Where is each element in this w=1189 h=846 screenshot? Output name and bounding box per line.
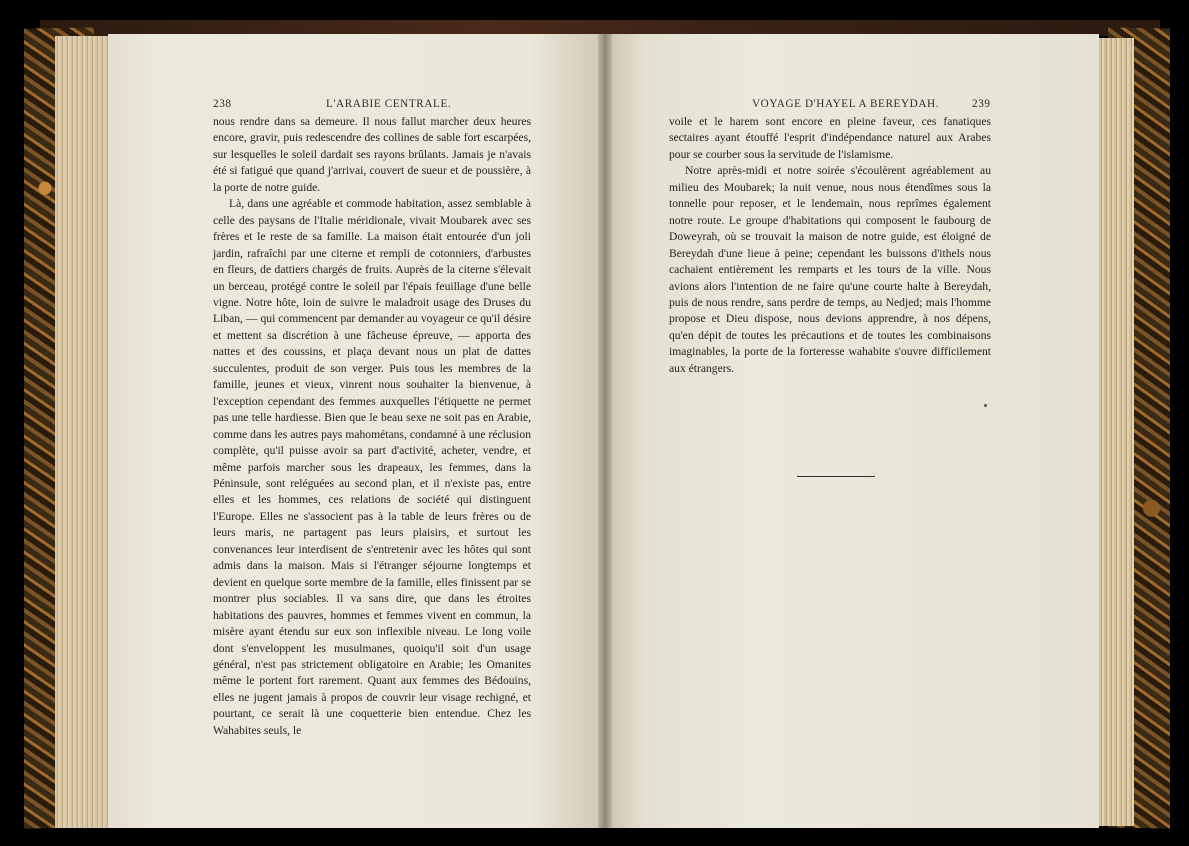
page-edges-right: [1094, 38, 1134, 826]
paragraph: Là, dans une agréable et commode habitation, assez semblable à celle des paysans de l'Italie méridionale, vivait Moubarek avec ses frères et le reste de sa famille. La maison était entourée d'un joli jardin, rafraîchi par une citerne et rempli de cotonniers, d'arbustes en fleurs, de dattiers chargés de fruits. Auprès de la citerne s'élevait un berceau, protégé contre le soleil par l'épais feuillage d'une belle vigne. Notre hôte, loin de suivre le maladroit usage des Druses du Liban, — qui commencent par demander au voyageur ce qu'il désire et mettent sa discrétion à une fâcheuse épreuve, — apporta des nattes et des coussins, et plaça devant nous un plat de dattes succulentes, produit de son verger. Puis tous les membres de la famille, jeunes et vieux, vinrent nous souhaiter la bienvenue, à l'exception cependant des femmes auxquelles l'étiquette ne permet pas une telle hardiesse. Bien que le beau sexe ne soit pas en Arabie, comme dans les autres pays mahométans, condamné à une réclusion complète, qu'il puisse avoir sa part d'activité, acheter, vendre, et même parfois marcher sous les drapeaux, les femmes, dans la Péninsule, sont reléguées au second plan, et il n'existe pas, entre elles et les hommes, ces relations de société qui distinguent l'Europe. Elles ne s'associent pas à la table de leurs frères ou de leurs maris, ne partagent pas leurs plaisirs, et surtout les convenances leur interdisent de s'entretenir avec les hôtes qui sont admis dans la maison. Mais si l'étranger séjourne longtemps et devient en quelque sorte membre de la famille, elles finissent par se montrer plus sociables. Il va sans dire, que dans les étroites habitations des pauvres, hommes et femmes vivent en commun, la misère ayant étendu sur eux son inflexible niveau. Le long voile dont s'enveloppent les musulmanes, quoiqu'il soit d'un usage général, n'est pas strictement obligatoire en Arabie; les Omanites même le portent fort rarement. Quant aux femmes des Bédouins, elles ne jugent jamais à propos de couvrir leur visage rechigné, et pourtant, ce serait là une coquetterie bien entendue. Chez les Wahabites seuls, le: [213, 197, 531, 737]
right-page-number: 239: [972, 98, 991, 110]
right-page-body: [669, 114, 991, 377]
section-end-rule: [797, 476, 875, 477]
paragraph: nous rendre dans sa demeure. Il nous fallut marcher deux heures encore, gravir, puis redescendre des collines de sable fort escarpées, sur lesquelles le soleil dardait ses rayons brûlants. Jamais je n'avais été si fatigué que quand j'arrivai, couvert de sueur et de poussière, à la porte de notre guide.: [213, 115, 531, 194]
left-page-body: [213, 114, 531, 739]
page-edges-left: [55, 36, 113, 828]
paragraph: Notre après-midi et notre soirée s'écoulèrent agréablement au milieu des Moubarek; la nuit venue, nous nous étendîmes sous la tonnelle pour reposer, et le lendemain, nous reprîmes également notre route. Le groupe d'habitations qui composent le faubourg de Doweyrah, où se trouvait la maison de notre guide, est éloigné de Bereydah d'une lieue à peine; cependant les buissons d'ithels nous cachaient entièrement les remparts et les tours de la ville. Nous avions alors l'intention de ne faire qu'une courte halte à Bereydah, puis de nous rendre, sans perdre de temps, au Nedjed; mais l'homme propose et Dieu dispose, nous devions apprendre, à nos dépens, qu'en dépit de toutes les précautions et de toutes les combinaisons imaginables, la porte de la forteresse wahabite s'ouvre difficilement aux étrangers.: [669, 164, 991, 375]
right-running-head: VOYAGE D'HAYEL A BEREYDAH.: [752, 98, 940, 110]
paragraph: voile et le harem sont encore en pleine faveur, ces fanatiques sectaires ayant étouffé l'esprit d'indépendance naturel aux Arabes pour se courber sous la servitude de l'islamisme.: [669, 115, 991, 161]
left-running-head: L'ARABIE CENTRALE.: [326, 98, 452, 110]
gutter: [598, 34, 612, 828]
ink-speck: [984, 404, 987, 407]
left-page-number: 238: [213, 98, 232, 110]
